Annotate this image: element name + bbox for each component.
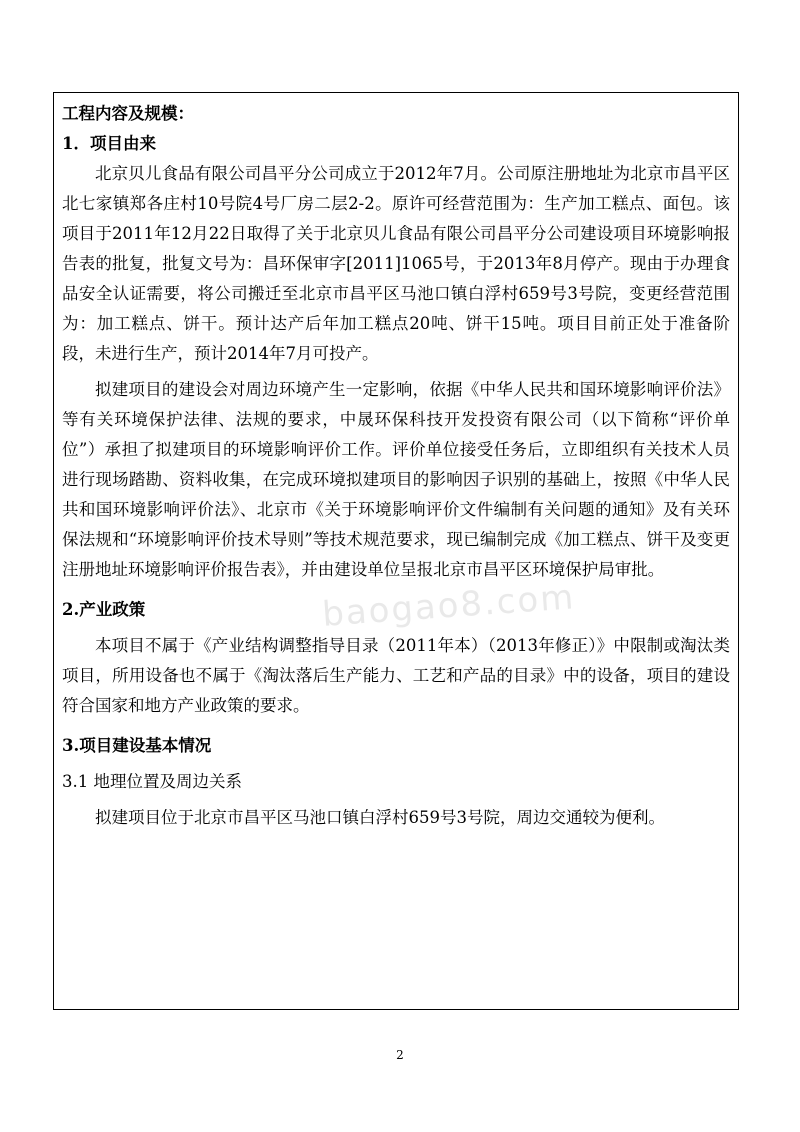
- section-1-paragraph-2: 拟建项目的建设会对周边环境产生一定影响，依据《中华人民共和国环境影响评价法》等有关环境保护法律、法规的要求，中晟环保科技开发投资有限公司（以下简称“评价单位”）承担了拟建项目的环境影响评价工作。评价单位接受任务后，立即组织有关技术人员进行现场踏勘、资料收集，在完成环境拟建项目的影响因子识别的基础上，按照《中华人民共和国环境影响评价法》、北京市《关于环境影响评价文件编制有关问题的通知》及有关环保法规和“环境影响评价技术导则”等技术规范要求，现已编制完成《加工糕点、饼干及变更注册地址环境影响评价报告表》，并由建设单位呈报北京市昌平区环境保护局审批。: [62, 380, 730, 579]
- content-table-cell: [53, 92, 739, 1010]
- section-title: 工程内容及规模：: [62, 104, 194, 123]
- section-1-title: 1．项目由来: [62, 134, 156, 153]
- section-3-title: 3.项目建设基本情况: [62, 736, 212, 755]
- page-number: 2: [396, 1048, 404, 1062]
- section-2-paragraph-1: 本项目不属于《产业结构调整指导目录（2011年本）（2013年修正）》中限制或淘汰类项目，所用设备也不属于《淘汰落后生产能力、工艺和产品的目录》中的设备，项目的建设符合国家和地方产业政策的要求。: [62, 636, 730, 715]
- document-body: [62, 99, 730, 833]
- section-3-paragraph-1: 拟建项目位于北京市昌平区马池口镇白浮村659号3号院，周边交通较为便利。: [95, 808, 665, 827]
- section-1-paragraph-1: 北京贝儿食品有限公司昌平分公司成立于2012年7月。公司原注册地址为北京市昌平区北七家镇郑各庄村10号院4号厂房二层2-2。原许可经营范围为：生产加工糕点、面包。该项目于2011年12月22日取得了关于北京贝儿食品有限公司昌平分公司建设项目环境影响报告表的批复，批复文号为：昌环保审字[2011]1065号，于2013年8月停产。现由于办理食品安全认证需要，将公司搬迁至北京市昌平区马池口镇白浮村659号3号院，变更经营范围为：加工糕点、饼干。预计达产后年加工糕点20吨、饼干15吨。项目目前正处于准备阶段，未进行生产，预计2014年7月可投产。: [62, 164, 730, 363]
- section-2-title: 2.产业政策: [62, 600, 146, 619]
- watermark: baogao8.com: [320, 577, 577, 635]
- section-3-1-title: 3.1 地理位置及周边关系: [62, 772, 242, 791]
